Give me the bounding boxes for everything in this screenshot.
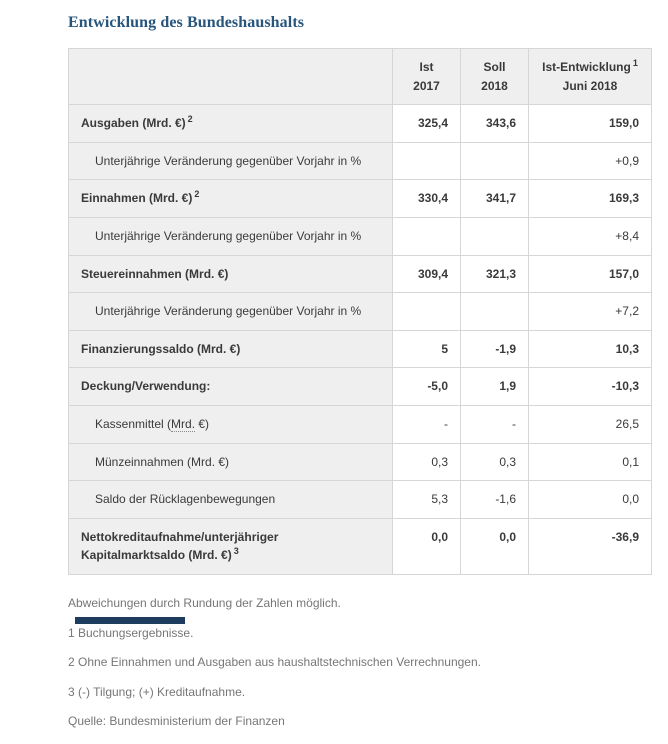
row-label: Finanzierungssaldo (Mrd. €) <box>69 330 393 368</box>
table-body <box>69 105 652 575</box>
table-row <box>69 105 652 143</box>
footnote-marker: 1 <box>632 58 638 68</box>
footnote-marker: 3 <box>233 546 239 557</box>
value-cell: 1,9 <box>461 368 529 406</box>
value-cell: +0,9 <box>529 142 652 180</box>
value-cell: 169,3 <box>529 180 652 218</box>
value-cell: 0,0 <box>529 481 652 519</box>
value-cell: 0,3 <box>461 443 529 481</box>
table-row <box>69 330 652 368</box>
value-cell: 159,0 <box>529 105 652 143</box>
budget-table <box>68 48 652 575</box>
row-label: Deckung/Verwendung: <box>69 368 393 406</box>
value-cell: 343,6 <box>461 105 529 143</box>
col-ist-2017: Ist 2017 <box>393 49 461 105</box>
value-cell: 325,4 <box>393 105 461 143</box>
value-cell <box>461 217 529 255</box>
row-label: Einnahmen (Mrd. €) $^2$ <box>69 180 393 218</box>
value-cell: 341,7 <box>461 180 529 218</box>
table-row <box>69 405 652 443</box>
row-label: Kassenmittel (Mrd. €) <box>69 405 393 443</box>
table-header <box>69 49 652 105</box>
value-cell: 0,1 <box>529 443 652 481</box>
table-row <box>69 142 652 180</box>
value-cell: -10,3 <box>529 368 652 406</box>
value-cell: 0,0 <box>461 518 529 574</box>
value-cell: -1,6 <box>461 481 529 519</box>
value-cell: 5,3 <box>393 481 461 519</box>
table-row <box>69 518 652 574</box>
footnote: 1 Buchungsergebnisse. <box>68 625 194 640</box>
footnote-marker: 2 <box>187 114 193 125</box>
footnote-marker: 2 <box>194 189 200 200</box>
footnote: Quelle: Bundesministerium der Finanzen <box>68 714 285 729</box>
row-label-column <box>69 49 393 105</box>
value-cell <box>461 293 529 331</box>
row-label: Nettokreditaufnahme/unterjähriger Kapitalmarktsaldo (Mrd. €) $^3$ <box>69 518 393 574</box>
footnotes-block <box>68 596 651 730</box>
table-row <box>69 443 652 481</box>
table-row <box>69 293 652 331</box>
table-row <box>69 481 652 519</box>
column-header-line2: Juni 2018 <box>562 78 618 93</box>
value-cell: +7,2 <box>529 293 652 331</box>
abbreviation: Mrd. <box>171 416 196 431</box>
value-cell: 0,0 <box>393 518 461 574</box>
value-cell: -36,9 <box>529 518 652 574</box>
col-soll-2018: Soll 2018 <box>461 49 529 105</box>
table-row <box>69 255 652 293</box>
value-cell <box>461 142 529 180</box>
value-cell: 330,4 <box>393 180 461 218</box>
footnote: Abweichungen durch Rundung der Zahlen möglich. <box>68 595 341 610</box>
value-cell: 5 <box>393 330 461 368</box>
value-cell: 10,3 <box>529 330 652 368</box>
value-cell: 0,3 <box>393 443 461 481</box>
row-label: Steuereinnahmen (Mrd. €) <box>69 255 393 293</box>
row-label: Saldo der Rücklagenbewegungen <box>69 481 393 519</box>
value-cell <box>393 293 461 331</box>
value-cell <box>393 217 461 255</box>
value-cell: -5,0 <box>393 368 461 406</box>
page-title: Entwicklung des Bundeshaushalts <box>68 14 305 31</box>
value-cell: 157,0 <box>529 255 652 293</box>
footnote: 2 Ohne Einnahmen und Ausgaben aus haushaltstechnischen Verrechnungen. <box>68 655 481 670</box>
value-cell <box>393 142 461 180</box>
table-row <box>69 217 652 255</box>
row-label: Ausgaben (Mrd. €) $^2$ <box>69 105 393 143</box>
value-cell: 309,4 <box>393 255 461 293</box>
value-cell: - <box>461 405 529 443</box>
value-cell: +8,4 <box>529 217 652 255</box>
col-ist-entwicklung-juni-2018: Ist-Entwicklung $^1$ Juni 2018 <box>529 49 652 105</box>
value-cell: - <box>393 405 461 443</box>
table-row <box>69 368 652 406</box>
row-label: Unterjährige Veränderung gegenüber Vorjahr in % <box>69 293 393 331</box>
content-area <box>68 14 651 744</box>
table-header-row <box>69 49 652 105</box>
row-label: Unterjährige Veränderung gegenüber Vorjahr in % <box>69 217 393 255</box>
row-label: Unterjährige Veränderung gegenüber Vorjahr in % <box>69 142 393 180</box>
value-cell: 26,5 <box>529 405 652 443</box>
cropped-footer-element <box>75 617 185 624</box>
row-label: Münzeinnahmen (Mrd. €) <box>69 443 393 481</box>
table-row <box>69 180 652 218</box>
footnote: 3 (-) Tilgung; (+) Kreditaufnahme. <box>68 684 246 699</box>
value-cell: -1,9 <box>461 330 529 368</box>
value-cell: 321,3 <box>461 255 529 293</box>
